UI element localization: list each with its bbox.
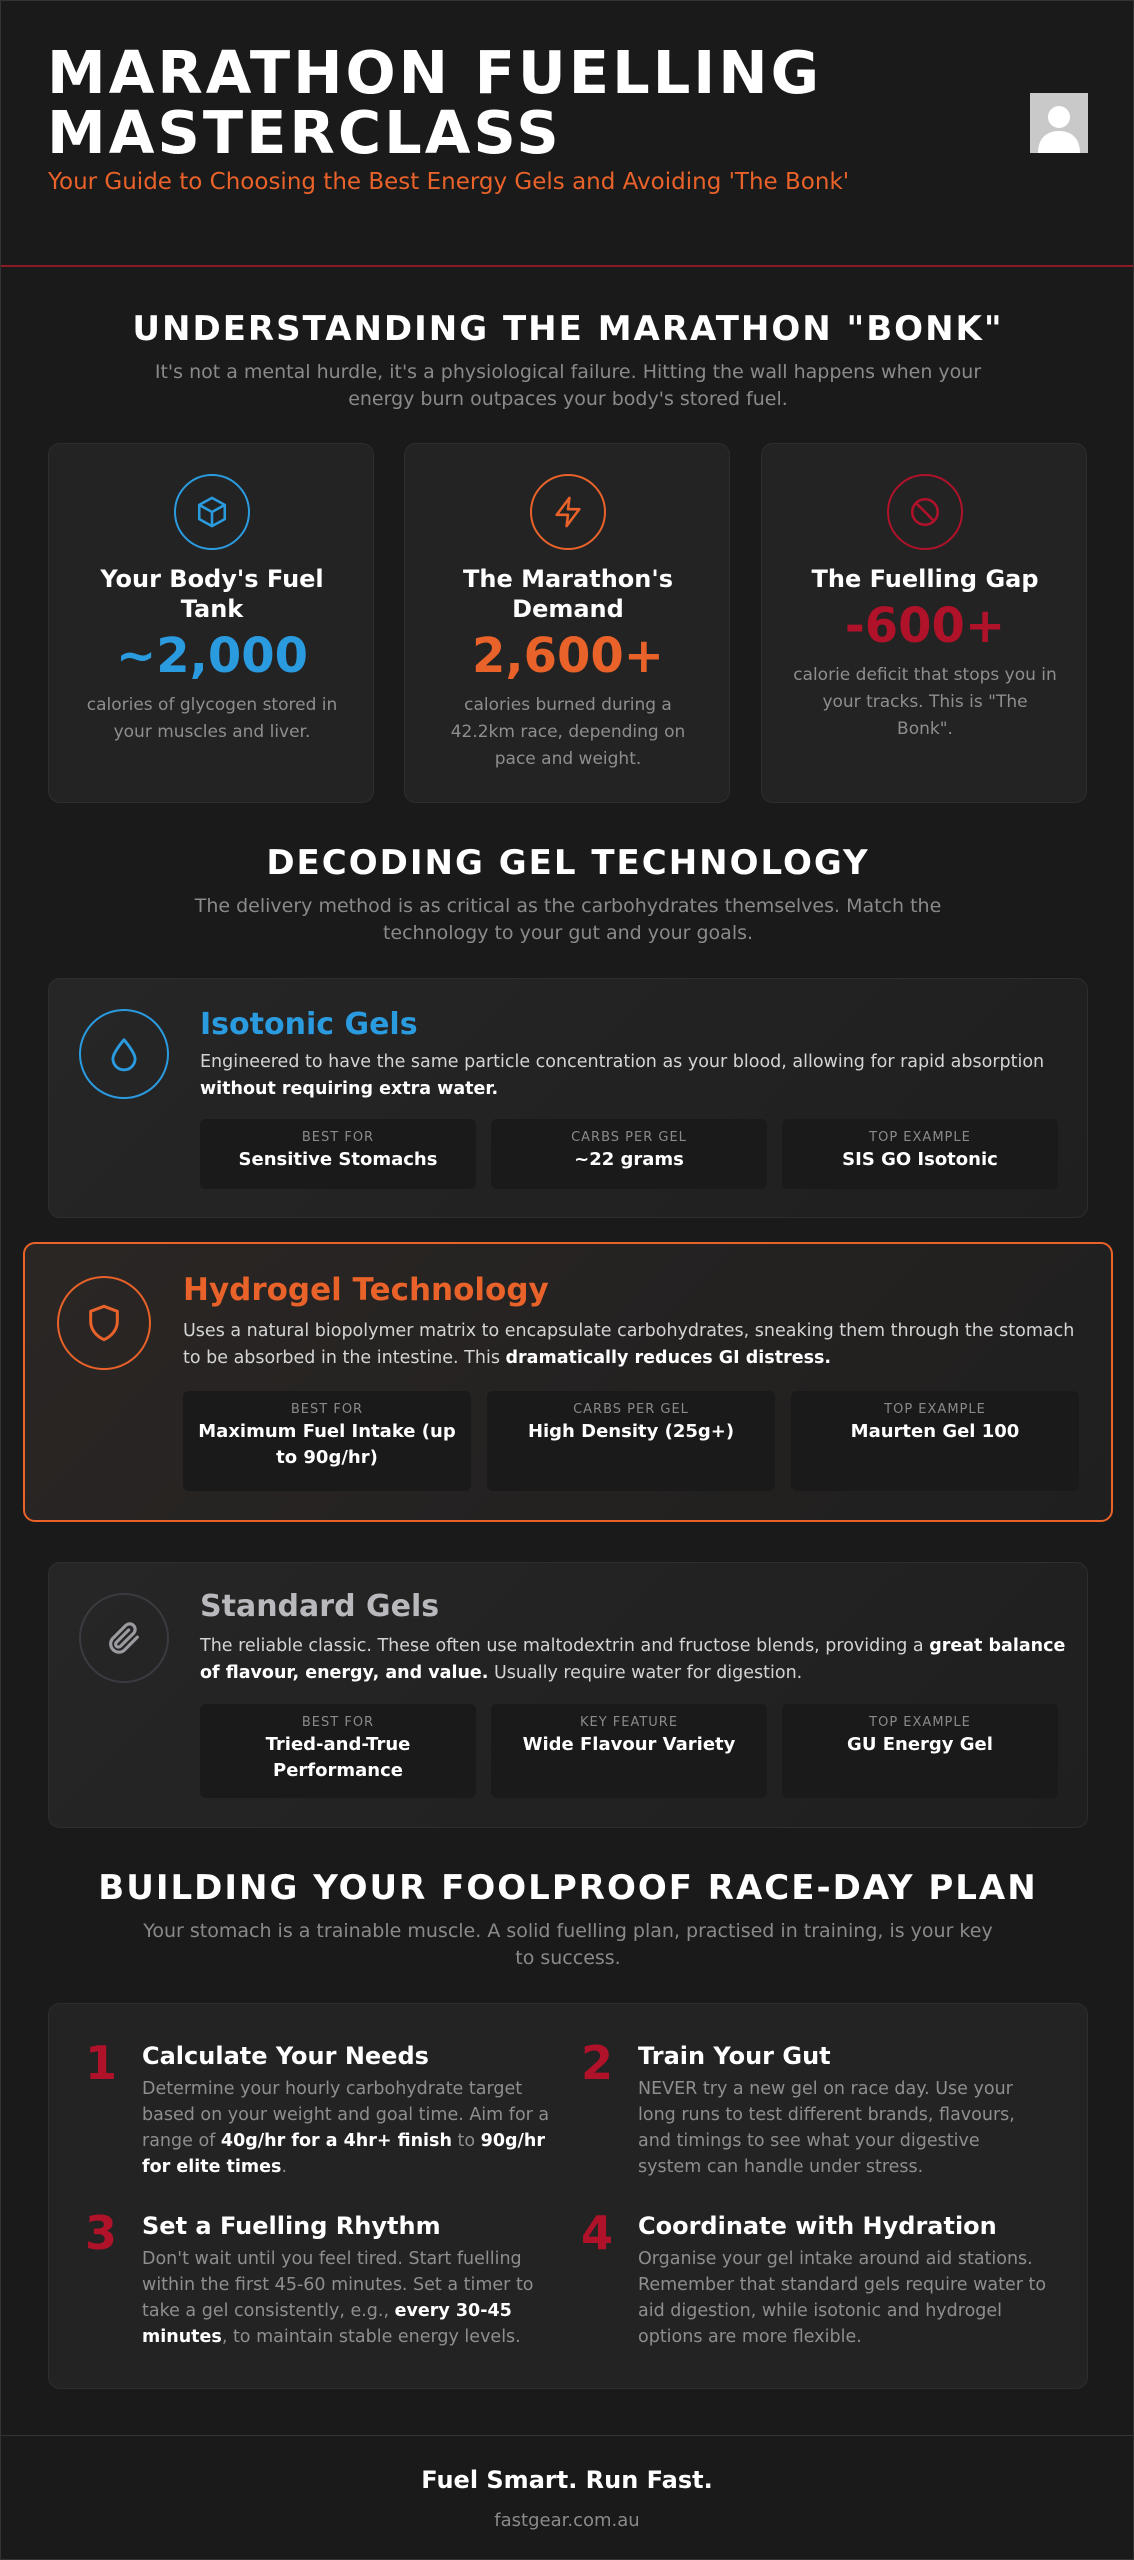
step-title: Train Your Gut (638, 2042, 831, 2070)
gel-description-end: Usually require water for digestion. (488, 1663, 803, 1683)
step-bold: every 30-45 minutes (142, 2301, 512, 2347)
stat-label: TOP EXAMPLE (869, 1715, 971, 1730)
gel-description (200, 1633, 1070, 1687)
step-bold: 90g/hr for elite times (142, 2131, 546, 2177)
step-text: to (451, 2131, 481, 2151)
stat-title: Your Body's Fuel Tank (100, 565, 324, 623)
stat-label: TOP EXAMPLE (884, 1402, 986, 1417)
gel-description-bold: great balance of flavour, energy, and value. (200, 1636, 1066, 1683)
gel-description-text: Uses a natural biopolymer matrix to encapsulate carbohydrates, sneaking them through the stomach to be absorbed in the intestine. This (183, 1321, 1075, 1368)
footer-tagline: Fuel Smart. Run Fast. (421, 2466, 713, 2494)
stat-top-example (791, 1391, 1079, 1491)
step-bold: 40g/hr for a 4hr+ finish (220, 2131, 452, 2151)
stat-description: calories of glycogen stored in your muscles and liver. (86, 695, 338, 742)
stat-label: BEST FOR (301, 1130, 375, 1145)
stat-label: KEY FEATURE (579, 1715, 679, 1730)
plan-section-title: BUILDING YOUR FOOLPROOF RACE-DAY PLAN (98, 1868, 1038, 1908)
gel-title: Isotonic Gels (200, 1007, 418, 1042)
stat-carbs-per-gel (491, 1119, 767, 1189)
stat-best-for (200, 1704, 476, 1798)
stat-title: The Marathon's Demand (463, 565, 673, 623)
step-description (142, 2076, 552, 2180)
stat-best-for (200, 1119, 476, 1189)
stat-label: BEST FOR (290, 1402, 364, 1417)
gels-section-subtitle: The delivery method is as critical as the carbohydrates themselves. Match the technology to your gut and your goals. (194, 895, 942, 944)
droplet-icon (79, 1009, 169, 1099)
stat-value: High Density (25g+) (527, 1421, 735, 1442)
gel-card-isotonic (48, 978, 1088, 1218)
gel-title: Standard Gels (200, 1589, 440, 1624)
stat-description: calorie deficit that stops you in your tracks. This is "The Bonk". (793, 665, 1057, 739)
gel-description-bold: without requiring extra water. (200, 1079, 499, 1099)
race-plan-card (48, 2003, 1088, 2389)
step-number: 1 (85, 2036, 118, 2090)
stat-label: CARBS PER GEL (571, 1130, 687, 1145)
cube-icon (174, 474, 250, 550)
step-title: Coordinate with Hydration (638, 2212, 997, 2240)
stat-label: TOP EXAMPLE (869, 1130, 971, 1145)
stat-title: The Fuelling Gap (811, 565, 1039, 593)
title-line-2: MASTERCLASS (47, 98, 562, 167)
stat-card-marathon-demand (404, 443, 730, 803)
stat-label: CARBS PER GEL (573, 1402, 689, 1417)
bonk-section-title: UNDERSTANDING THE MARATHON "BONK" (132, 309, 1004, 349)
gel-description-text: The reliable classic. These often use maltodextrin and fructose blends, providing a (200, 1636, 930, 1656)
stat-description: calories burned during a 42.2km race, depending on pace and weight. (450, 695, 686, 769)
paperclip-icon (79, 1593, 169, 1683)
stat-card-fuel-tank (48, 443, 374, 803)
bonk-section-subtitle: It's not a mental hurdle, it's a physiological failure. Hitting the wall happens when your energy burn outpaces your body's stored fuel. (154, 361, 982, 410)
footer (1, 2435, 1133, 2559)
stat-carbs-per-gel (487, 1391, 775, 1491)
header (1, 1, 1133, 267)
stat-value: ~2,000 (115, 628, 309, 684)
step-text: Don't wait until you feel tired. Start fuelling within the first 45-60 minutes. Set a timer to take a gel consistently, e.g., (142, 2249, 534, 2321)
step-description (142, 2246, 552, 2350)
stat-key-feature (491, 1704, 767, 1798)
stat-label: BEST FOR (301, 1715, 375, 1730)
stat-value: 2,600+ (471, 628, 665, 684)
step-number: 3 (85, 2206, 118, 2260)
step-description: NEVER try a new gel on race day. Use your long runs to test different brands, flavours, and timings to see what your digestive system can handle under stress. (638, 2079, 1015, 2177)
step-description: Organise your gel intake around aid stations. Remember that standard gels require water to aid digestion, while isotonic and hydrogel options are more flexible. (638, 2249, 1047, 2347)
stat-value: GU Energy Gel (847, 1734, 993, 1755)
gel-description-text: Engineered to have the same particle concentration as your blood, allowing for rapid absorption (200, 1052, 1045, 1072)
avatar[interactable] (1030, 93, 1088, 153)
page-title (47, 38, 947, 167)
stat-card-fuelling-gap (761, 443, 1087, 803)
lightning-icon (530, 474, 606, 550)
stat-top-example (782, 1704, 1058, 1798)
page-subtitle: Your Guide to Choosing the Best Energy Gels and Avoiding 'The Bonk' (48, 169, 850, 195)
gels-section-title: DECODING GEL TECHNOLOGY (266, 843, 870, 883)
stat-value: Sensitive Stomachs (238, 1149, 438, 1170)
step-text: . (281, 2157, 288, 2177)
stat-value: SIS GO Isotonic (842, 1149, 998, 1170)
plan-section-subtitle: Your stomach is a trainable muscle. A solid fuelling plan, practised in training, is your key to success. (143, 1920, 993, 1969)
gel-description (200, 1049, 1060, 1103)
stat-top-example (782, 1119, 1058, 1189)
gel-card-hydrogel (23, 1242, 1113, 1522)
user-silhouette-icon (1030, 93, 1088, 153)
ban-icon (887, 474, 963, 550)
footer-site-link[interactable]: fastgear.com.au (494, 2510, 640, 2531)
step-title: Set a Fuelling Rhythm (142, 2212, 441, 2240)
step-title: Calculate Your Needs (142, 2042, 429, 2070)
step-text: , to maintain stable energy levels. (221, 2327, 521, 2347)
stat-value: Maximum Fuel Intake (up to 90g/hr) (198, 1421, 456, 1468)
step-number: 2 (581, 2036, 614, 2090)
step-text: Determine your hourly carbohydrate target based on your weight and goal time. Aim for a range of (142, 2079, 550, 2151)
gel-title: Hydrogel Technology (183, 1272, 549, 1308)
gel-card-standard (48, 1562, 1088, 1828)
stat-value: -600+ (844, 598, 1006, 654)
gel-description-bold: dramatically reduces GI distress. (505, 1348, 832, 1368)
shield-icon (57, 1276, 151, 1370)
title-line-1: MARATHON FUELLING (47, 38, 823, 107)
stat-value: Tried-and-True Performance (265, 1734, 411, 1781)
gel-description (183, 1318, 1083, 1372)
step-number: 4 (581, 2206, 614, 2260)
stat-value: Wide Flavour Variety (522, 1734, 736, 1755)
stat-value: Maurten Gel 100 (850, 1421, 1020, 1442)
stat-value: ~22 grams (574, 1149, 684, 1170)
stat-best-for (183, 1391, 471, 1491)
